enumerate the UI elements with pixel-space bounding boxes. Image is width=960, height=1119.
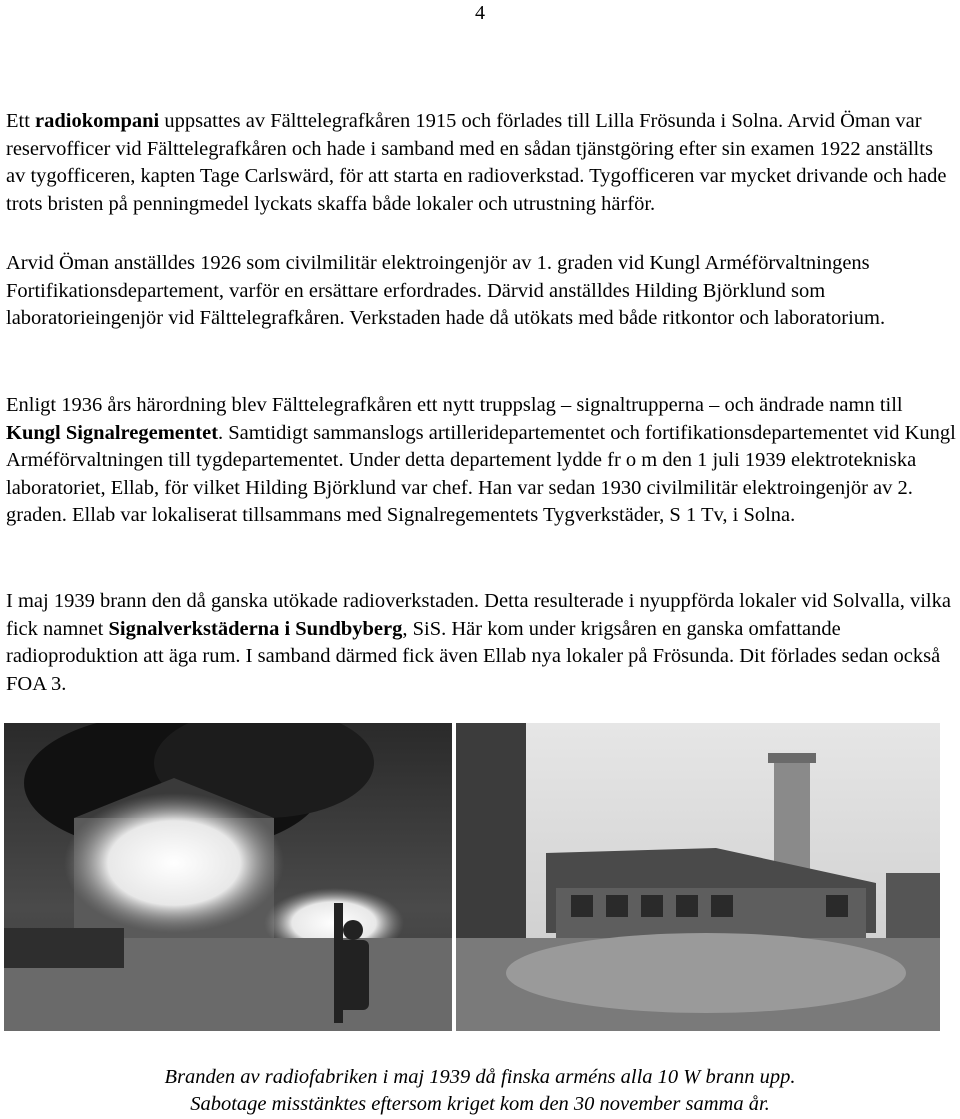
paragraph-1: [6, 108, 956, 218]
paragraph-text: , SiS. Här kom under krigsåren en ganska omfattande radioproduktion att äga rum. I samband därmed fick även Ellab nya lokaler på Frösunda. Dit förlades sedan också FOA 3.: [6, 617, 941, 695]
caption-line-1: Branden av radiofabriken i maj 1939 då finska arméns alla 10 W brann upp.: [164, 1066, 796, 1088]
bold-term: Signalverkstäderna i Sundbyberg: [108, 617, 403, 640]
ruins-photo: [456, 723, 940, 1031]
paragraph-text: I maj 1939 brann den då ganska utökade radioverkstaden. Detta resulterade i nyuppförda lokaler vid Solvalla, vilka fick namnet: [6, 590, 951, 640]
paragraph-2: [6, 250, 956, 333]
paragraph-text: uppsattes av Fälttelegrafkåren 1915 och förlades till Lilla Frösunda i Solna. Arvid Öman var reservofficer vid Fälttelegrafkåren och hade i samband med en sådan tjänstgöring efter sin examen 1922 anställts av tygofficeren, kapten Tage Carlswärd, för att starta en radioverkstad. Tygofficeren var mycket drivande och hade trots bristen på penningmedel lyckats skaffa både lokaler och utrustning härför.: [6, 110, 947, 215]
paragraph-text: Arvid Öman anställdes 1926 som civilmilitär elektroingenjör av 1. graden vid Kungl Arméförvaltningens Fortifikationsdepartement, varför en ersättare erfordrades. Därvid anställdes Hilding Björklund som laboratorieingenjör vid Fälttelegrafkåren. Verkstaden hade då utökats med både ritkontor och laboratorium.: [6, 252, 886, 329]
figure-caption: [0, 1064, 960, 1118]
paragraph-3: [6, 392, 956, 530]
bold-term: Kungl Signalregementet: [6, 421, 219, 444]
paragraph-text: Enligt 1936 års härordning blev Fälttelegrafkåren ett nytt truppslag – signaltrupperna – och ändrade namn till: [6, 394, 903, 416]
paragraph-text: Ett: [6, 110, 36, 132]
caption-line-2: Sabotage misstänktes eftersom kriget kom den 30 november samma år.: [190, 1093, 770, 1115]
bold-term: radiokompani: [35, 110, 160, 132]
fire-photo: [4, 723, 452, 1031]
paragraph-4: [6, 588, 956, 698]
page-number: 4: [475, 2, 485, 24]
paragraph-text: . Samtidigt sammanslogs artilleridepartementet och fortifikationsdepartementet vid Kungl Arméförvaltningen till tygdepartementet. Under detta departement lydde fr o m den 1 juli 1939 elektrotekniska laboratoriet, Ellab, för vilket Hilding Björklund var chef. Han var sedan 1930 civilmilitär elektroingenjör av 2. graden. Ellab var lokaliserat tillsammans med Signalregementets Tygverkstäder, S 1 Tv, i Solna.: [6, 421, 956, 526]
